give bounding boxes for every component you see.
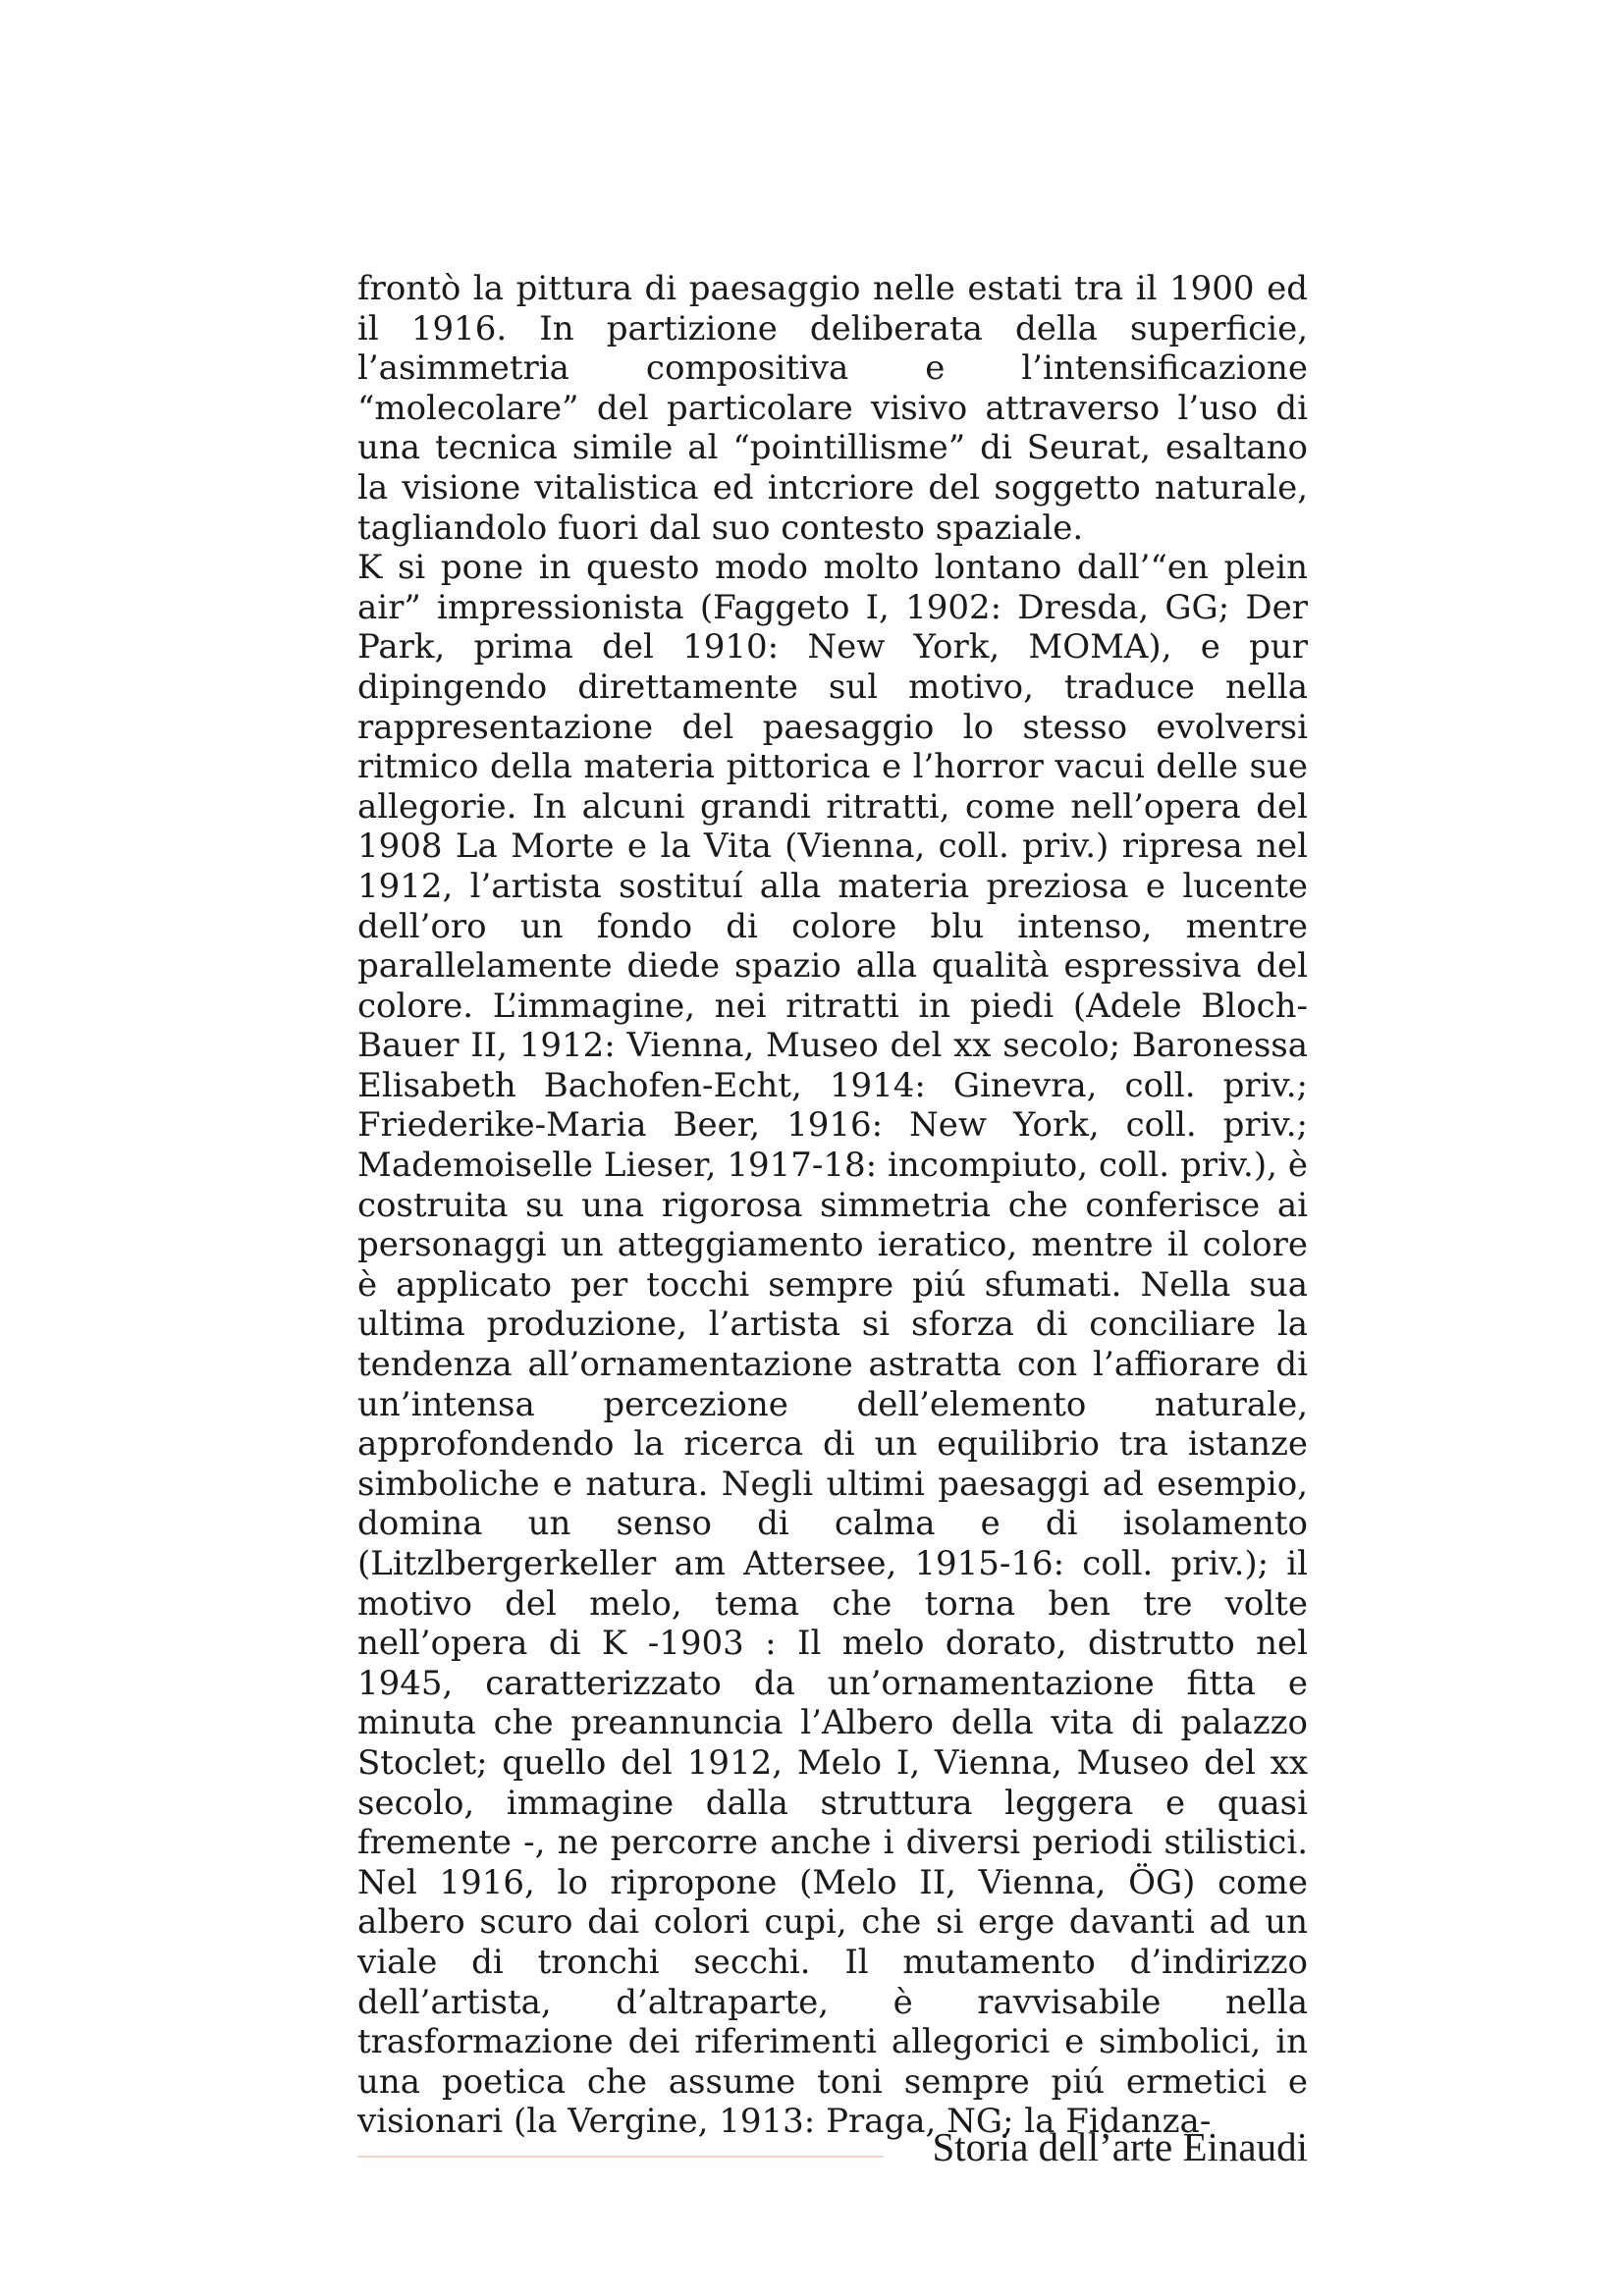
paragraph-1: frontò la pittura di paesaggio nelle estati tra il 1900 ed il 1916. In partizione deliberata della superficie, l’asimmetria compositiva e l’intensificazione “molecolare” del particolare visivo attraverso l’uso di una tecnica simile al “pointillisme” di Seurat, esaltano la visione vitalistica ed intcriore del soggetto naturale, tagliandolo fuori dal suo contesto spaziale. [357,269,1308,548]
article-body [357,269,1308,2142]
footer-publication-title: Storia dell’arte Einaudi [932,2124,1308,2169]
paragraph-2: K si pone in questo modo molto lontano dall’“en plein air” impressionista (Faggeto I, 1902: Dresda, GG; Der Park, prima del 1910: New York, MOMA), e pur dipingendo direttamente sul motivo, traduce nella rappresentazione del paesaggio lo stesso evolversi ritmico della materia pittorica e l’horror vacui delle sue allegorie. In alcuni grandi ritratti, come nell’opera del 1908 La Morte e la Vita (Vienna, coll. priv.) ripresa nel 1912, l’artista sostituí alla materia preziosa e lucente dell’oro un fondo di colore blu intenso, mentre parallelamente diede spazio alla qualità espressiva del colore. L’immagine, nei ritratti in piedi (Adele Bloch-Bauer II, 1912: Vienna, Museo del xx secolo; Baronessa Elisabeth Bachofen-Echt, 1914: Ginevra, coll. priv.; Friederike-Maria Beer, 1916: New York, coll. priv.; Mademoiselle Lieser, 1917-18: incompiuto, coll. priv.), è costruita su una rigorosa simmetria che conferisce ai personaggi un atteggiamento ieratico, mentre il colore è applicato per tocchi sempre piú sfumati. Nella sua ultima produzione, l’artista si sforza di conciliare la tendenza all’ornamentazione astratta con l’affiorare di un’intensa percezione dell’elemento naturale, approfondendo la ricerca di un equilibrio tra istanze simboliche e natura. Negli ultimi paesaggi ad esempio, domina un senso di calma e di isolamento (Litzlbergerkeller am Attersee, 1915-16: coll. priv.); il motivo del melo, tema che torna ben tre volte nell’opera di K -1903 : Il melo dorato, distrutto nel 1945, caratterizzato da un’ornamentazione fitta e minuta che preannuncia l’Albero della vita di palazzo Stoclet; quello del 1912, Melo I, Vienna, Museo del xx secolo, immagine dalla struttura leggera e quasi fremente -, ne percorre anche i diversi periodi stilistici. Nel 1916, lo ripropone (Melo II, Vienna, ÖG) come albero scuro dai colori cupi, che si erge davanti ad un viale di tronchi secchi. Il mutamento d’indirizzo dell’artista, d’altraparte, è ravvisabile nella trasformazione dei riferimenti allegorici e simbolici, in una poetica che assume toni sempre piú ermetici e visionari (la Vergine, 1913: Praga, NG; la Fidanza- [357,548,1308,2142]
footer-divider [357,2156,884,2158]
